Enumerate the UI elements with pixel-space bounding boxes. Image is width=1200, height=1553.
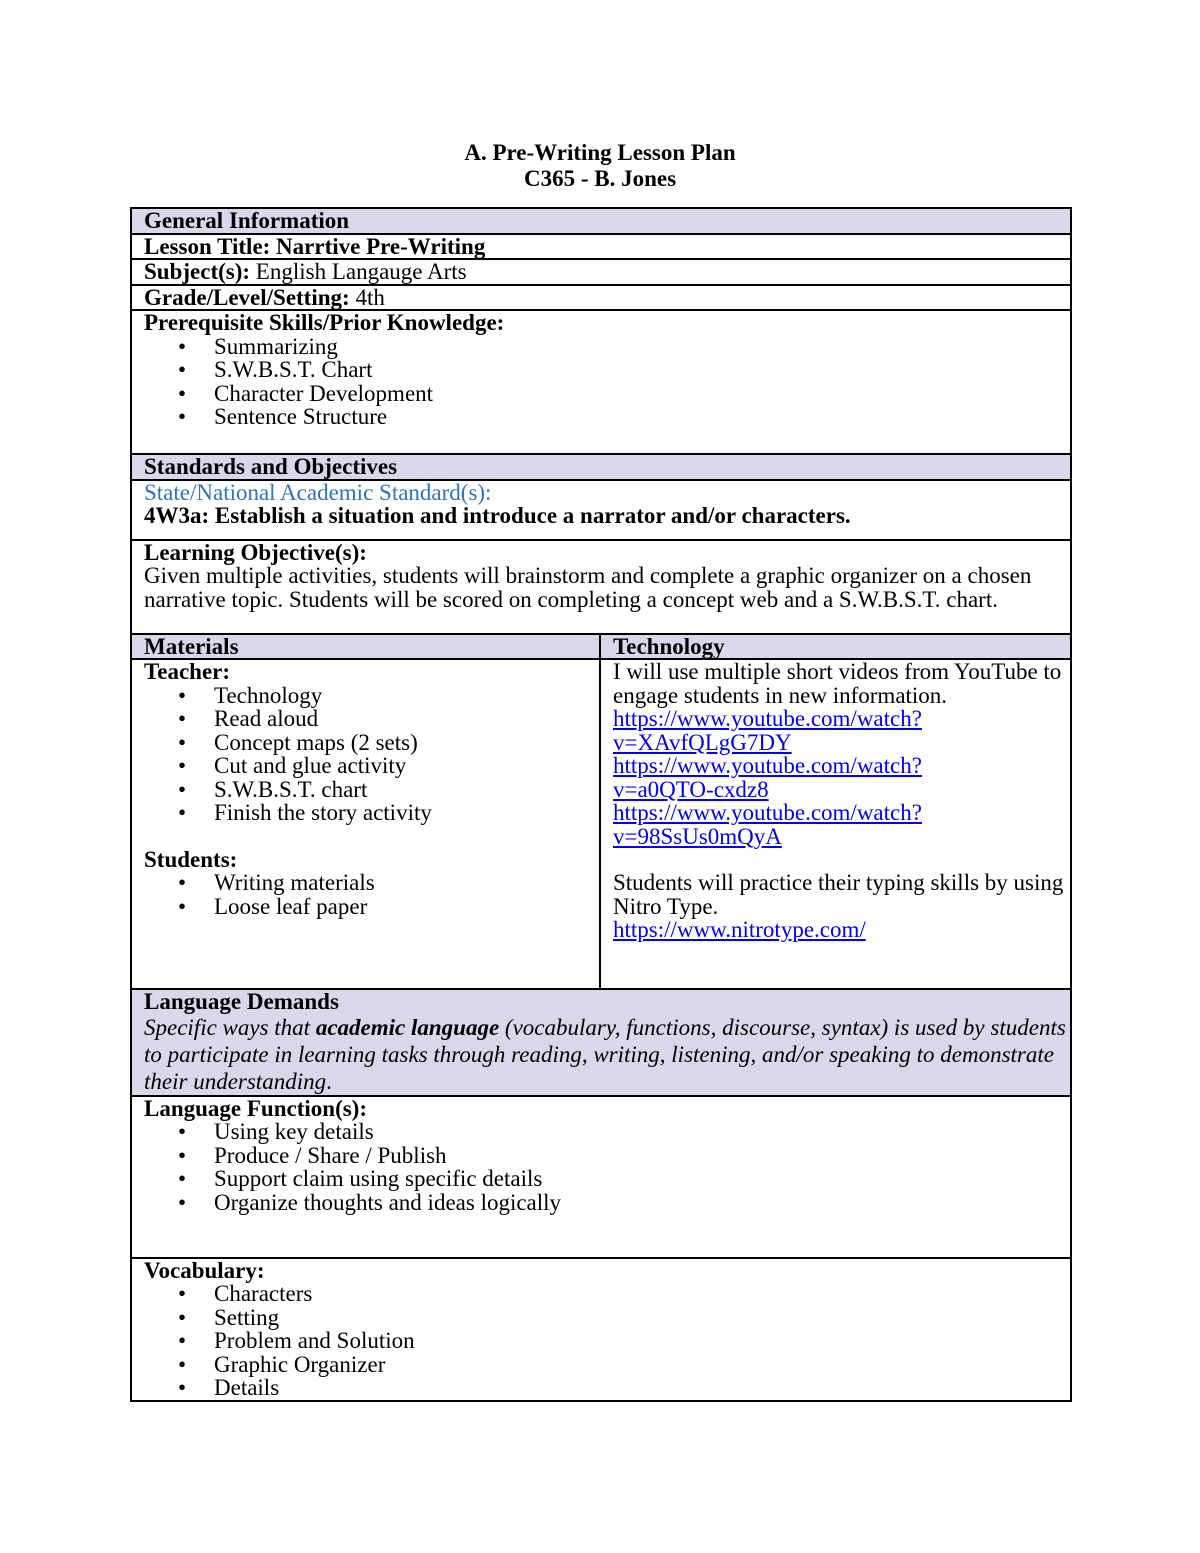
- lesson-title: Lesson Title: Narrtive Pre-Writing: [131, 234, 1071, 260]
- list-item: • Summarizing: [214, 335, 1070, 359]
- nitrotype-link[interactable]: https://www.nitrotype.com/: [613, 917, 866, 942]
- language-functions-list: [144, 1120, 1070, 1214]
- language-demands-cell: [131, 989, 1071, 1096]
- technology-intro: I will use multiple short videos from YouTube to engage students in new information.: [613, 659, 1062, 708]
- list-item: • Cut and glue activity: [214, 754, 599, 778]
- materials-cell: [131, 659, 600, 989]
- language-functions-cell: [131, 1096, 1071, 1258]
- subject-row: [131, 259, 1071, 285]
- desc-part: Specific ways that: [144, 1014, 316, 1040]
- objective-label: Learning Objective(s):: [144, 539, 367, 565]
- list-item: • Organize thoughts and ideas logically: [214, 1191, 1070, 1215]
- standards-header: Standards and Objectives: [131, 454, 1071, 480]
- academic-language-term: academic language: [315, 1014, 500, 1040]
- language-demands-description: [144, 1014, 1070, 1095]
- list-item: • Technology: [214, 684, 599, 708]
- technology-cell: [600, 659, 1071, 989]
- list-item: • S.W.B.S.T. chart: [214, 778, 599, 802]
- list-item: • Produce / Share / Publish: [214, 1144, 1070, 1168]
- list-item: • Loose leaf paper: [214, 895, 599, 919]
- grade-row: [131, 285, 1071, 311]
- prerequisite-list: [144, 335, 1070, 429]
- language-demands-header: Language Demands: [144, 989, 339, 1014]
- prerequisite-cell: [131, 310, 1071, 454]
- vocabulary-label: Vocabulary:: [144, 1257, 265, 1283]
- link-line: https://www.youtube.com/watch?: [613, 706, 922, 731]
- link-line: https://www.youtube.com/watch?: [613, 800, 922, 825]
- vocabulary-cell: [131, 1258, 1071, 1401]
- typing-text: Students will practice their typing skills by using Nitro Type.: [613, 870, 1064, 919]
- list-item: • Support claim using specific details: [214, 1167, 1070, 1191]
- list-item: • Characters: [214, 1282, 1070, 1306]
- list-item: • Writing materials: [214, 871, 599, 895]
- grade-label: Grade/Level/Setting:: [144, 284, 350, 310]
- desc-end: .: [326, 1068, 332, 1094]
- link-line: https://www.youtube.com/watch?: [613, 753, 922, 778]
- teacher-label: Teacher:: [144, 659, 231, 684]
- standard-cell: [131, 480, 1071, 540]
- objective-cell: [131, 540, 1071, 634]
- teacher-materials-list: [144, 684, 599, 825]
- standard-label: State/National Academic Standard(s):: [144, 479, 492, 505]
- subject-value: English Langauge Arts: [250, 259, 467, 284]
- youtube-link-2[interactable]: [613, 753, 922, 802]
- list-item: • Finish the story activity: [214, 801, 599, 825]
- list-item: • S.W.B.S.T. Chart: [214, 358, 1070, 382]
- language-functions-label: Language Function(s):: [144, 1095, 367, 1121]
- list-item: • Sentence Structure: [214, 405, 1070, 429]
- technology-header: Technology: [600, 634, 1071, 660]
- general-information-header: General Information: [131, 208, 1071, 234]
- grade-value: 4th: [349, 284, 385, 310]
- list-item: • Read aloud: [214, 707, 599, 731]
- desc-part: (vocabulary, functions, discourse, syntax) is used by students to participate in learning tasks through reading, writing, listening, and/or speaking to demonstrate their understanding: [144, 1014, 1066, 1094]
- document-subtitle: C365 - B. Jones: [523, 166, 677, 191]
- prerequisite-label: Prerequisite Skills/Prior Knowledge:: [144, 310, 505, 335]
- objective-text: Given multiple activities, students will brainstorm and complete a graphic organizer on a chosen narrative topic. Students will be scored on completing a concept web and a S.W.B.S.T. chart.: [144, 563, 1032, 612]
- materials-header: Materials: [131, 634, 600, 660]
- youtube-link-1[interactable]: [613, 706, 922, 755]
- list-item: • Using key details: [214, 1120, 1070, 1144]
- link-line: v=XAvfQLgG7DY: [613, 729, 792, 755]
- document-title: A. Pre-Writing Lesson Plan: [464, 140, 736, 165]
- list-item: • Setting: [214, 1306, 1070, 1330]
- list-item: • Character Development: [214, 382, 1070, 406]
- list-item: • Problem and Solution: [214, 1329, 1070, 1353]
- lesson-plan-table: [130, 207, 1072, 1402]
- standard-text: 4W3a: Establish a situation and introduce a narrator and/or characters.: [144, 503, 851, 528]
- subject-label: Subject(s):: [144, 259, 251, 284]
- students-label: Students:: [144, 846, 238, 872]
- list-item: • Details: [214, 1376, 1070, 1400]
- vocabulary-list: [144, 1282, 1070, 1400]
- link-line: v=98SsUs0mQyA: [613, 823, 782, 849]
- list-item: • Graphic Organizer: [214, 1353, 1070, 1377]
- student-materials-list: [144, 871, 599, 918]
- link-line: v=a0QTO-cxdz8: [613, 776, 769, 802]
- youtube-link-3[interactable]: [613, 800, 922, 849]
- list-item: • Concept maps (2 sets): [214, 731, 599, 755]
